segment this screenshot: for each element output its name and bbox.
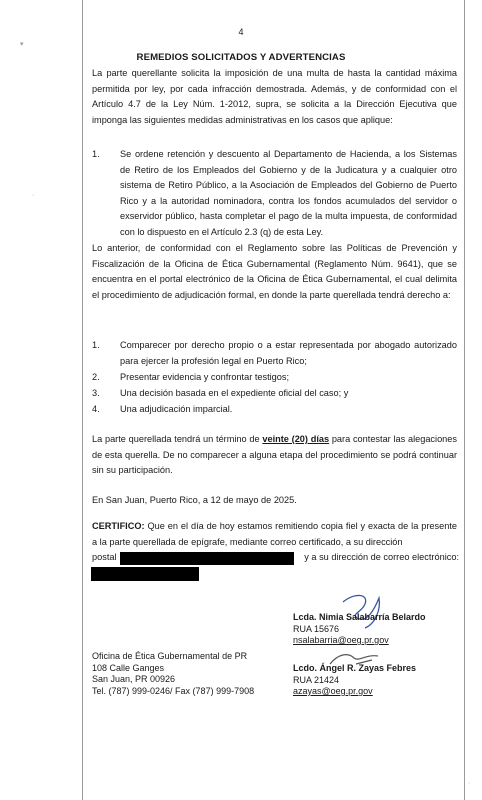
section-title: REMEDIOS SOLICITADOS Y ADVERTENCIAS <box>136 52 346 63</box>
signatory-name: Lcdo. Ángel R. Zayas Febres <box>293 663 417 673</box>
signatory-rua: RUA 15676 <box>293 623 340 634</box>
rights-text: Presentar evidencia y confrontar testigos; <box>120 372 290 382</box>
scan-speck: · <box>468 780 471 787</box>
procedure-paragraph <box>92 241 457 303</box>
term-text <box>92 432 457 479</box>
office-phone: Tel. (787) 999-0246/ Fax (787) 999-7908 <box>92 685 255 696</box>
office-address-block <box>92 651 254 697</box>
redacted-email-address <box>91 567 199 581</box>
term-text-end: para contestar las alegaciones de esta querella. De no comparecer a alguna etapa del procedimiento se podrá continuar sin su participación. <box>92 434 457 476</box>
office-name: Oficina de Ética Gubernamental de PR <box>92 651 248 661</box>
certification-body: Que en el día de hoy estamos remitiendo copia fiel y exacta de la presente a la parte querellada de epígrafe, mediante correo certificado, a su dirección <box>92 521 457 547</box>
signatory-rua: RUA 21424 <box>293 674 340 685</box>
signatory-email[interactable]: azayas@oeg.pr.gov <box>293 686 373 696</box>
rights-text: Una adjudicación imparcial. <box>120 404 233 414</box>
signatory-email[interactable]: nsalabarria@oeg.pr.gov <box>293 635 389 645</box>
term-deadline: veinte (20) días <box>262 434 330 444</box>
office-city: San Juan, PR 00926 <box>92 674 176 684</box>
measure-number: 1. <box>92 149 100 159</box>
intro-paragraph <box>92 66 457 128</box>
term-paragraph <box>92 432 457 479</box>
redacted-postal-address <box>120 552 294 565</box>
rights-number: 1. <box>92 340 100 350</box>
date-line <box>92 493 457 509</box>
certification-email-line <box>294 550 459 566</box>
term-text-start: La parte querellada tendrá un término de <box>92 434 263 444</box>
scan-speck: ▾ <box>20 41 24 48</box>
left-margin-line <box>82 0 83 800</box>
right-margin-line <box>464 0 465 800</box>
page-number: 4 <box>238 27 244 37</box>
intro-text: La parte querellante solicita la imposición de una multa de hasta la cantidad máxima permitida por ley, por cada infracción demostrada. Además, y de conformidad con el Artículo 4.7 de la Ley Núm. 1-2012, supra, se solicita a la Dirección Ejecutiva que imponga las siguientes medidas administrativas en los casos que aplique: <box>92 68 457 125</box>
certification-paragraph <box>92 519 457 550</box>
email-tail-label: y a su dirección de correo electrónico: <box>304 552 459 562</box>
procedure-text: Lo anterior, de conformidad con el Reglamento sobre las Políticas de Prevención y Fiscalización de la Oficina de Ética Gubernamental (Reglamento Núm. 9641), que se encuentra en el portal electrónico de la Oficina de Ética Gubernamental, el cual delimita el procedimiento de adjudicación formal, en donde la parte querellada tendrá derecho a: <box>92 243 457 300</box>
measure-text: Se ordene retención y descuento al Departamento de Hacienda, a los Sistemas de Retiro de los Empleados del Gobierno y de la Judicatura y a cualquier otro sistema de Retiro Público, a la Asociación de Empleados del Gobierno de Puerto Rico y a la autoridad nominadora, contra los fondos acumulados del servidor o exservidor público, hasta completar el pago de la multa impuesta, de conformidad con lo dispuesto en el Artículo 2.3 (q) de esta Ley. <box>120 149 457 237</box>
postal-label: postal <box>92 552 117 562</box>
office-street: 108 Calle Ganges <box>92 662 165 673</box>
rights-number: 3. <box>92 388 100 398</box>
certification-label: CERTIFICO: <box>92 521 145 531</box>
rights-number: 2. <box>92 372 100 382</box>
signatory-2 <box>293 663 463 698</box>
signatory-1 <box>293 612 463 647</box>
rights-text: Comparecer por derecho propio o a estar representada por abogado autorizado para ejercer la profesión legal en Puerto Rico; <box>120 340 457 366</box>
date-text: En San Juan, Puerto Rico, a 12 de mayo de 2025. <box>92 495 297 505</box>
rights-number: 4. <box>92 404 100 414</box>
signatory-name: Lcda. Nimia Salabarría Belardo <box>293 612 426 622</box>
certification-text <box>92 519 457 550</box>
rights-text: Una decisión basada en el expediente oficial del caso; y <box>120 388 349 398</box>
scan-speck: · <box>32 192 35 199</box>
